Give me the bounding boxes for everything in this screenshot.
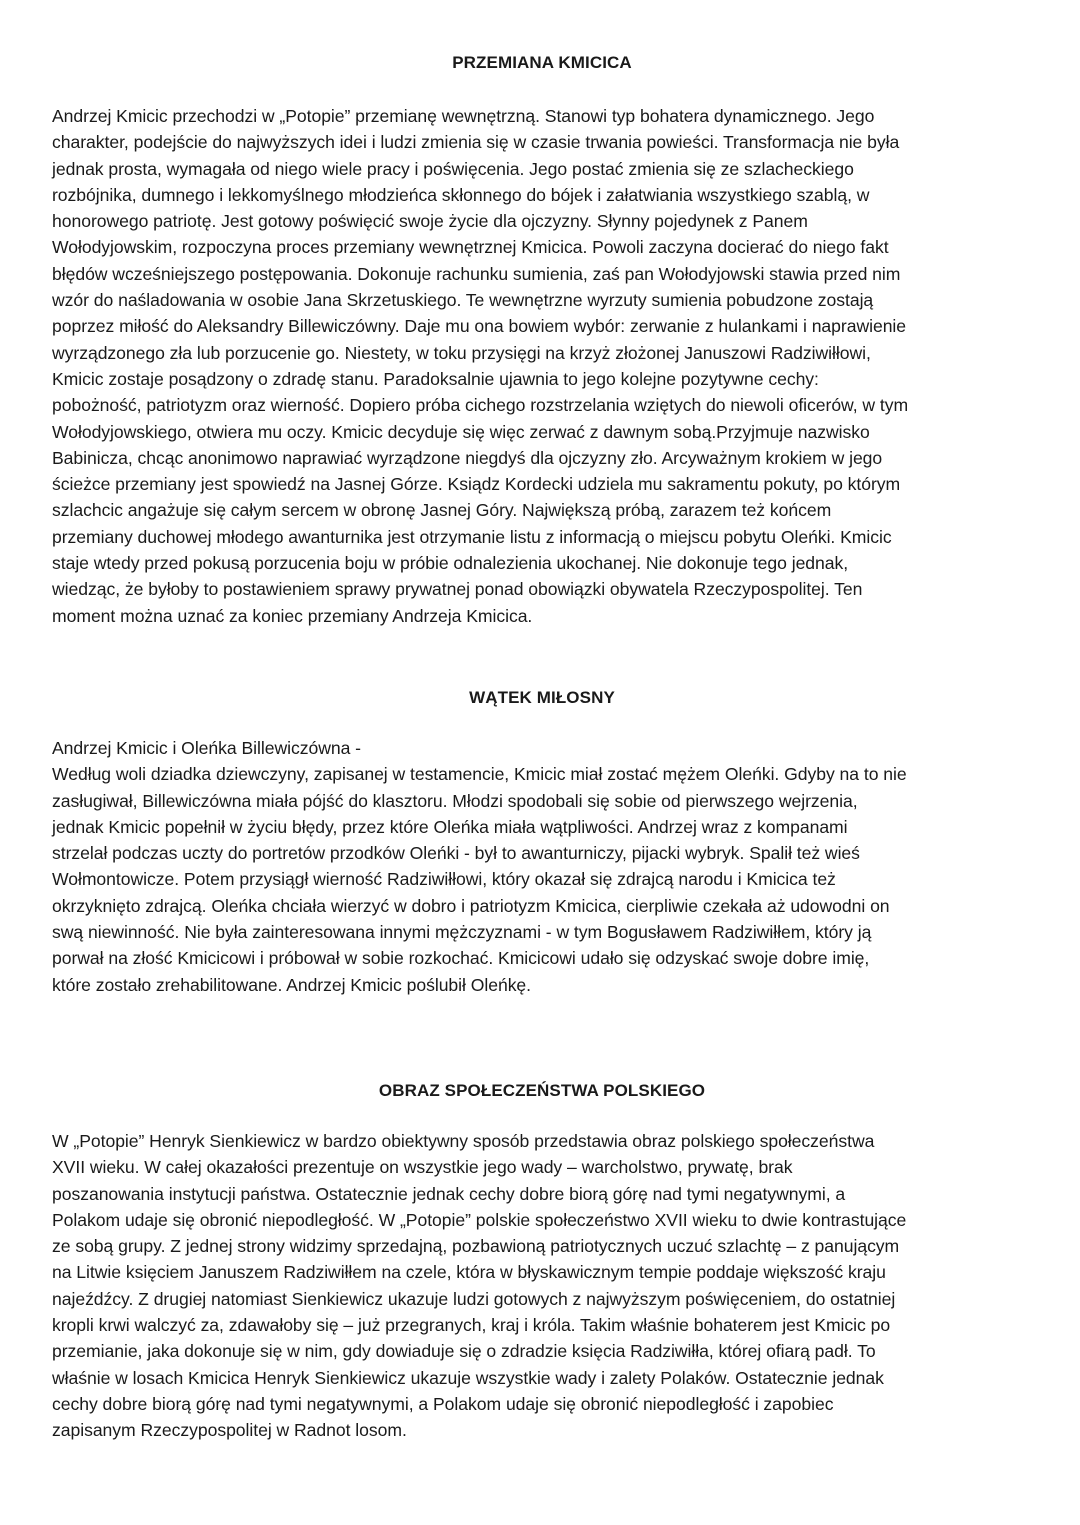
- text-line: Kmicic zostaje posądzony o zdradę stanu. Paradoksalnie ujawnia to jego kolejne pozytywne cechy:: [52, 368, 819, 389]
- text-line: poprzez miłość do Aleksandry Billewiczówny. Daje mu ona bowiem wybór: zerwanie z hulankami i naprawienie: [52, 316, 907, 337]
- text-line: rozbójnika, dumnego i lekkomyślnego młodzieńca skłonnego do bójek i załatwiania wszystkiego szablą, w: [52, 184, 870, 205]
- text-line: strzelał podczas uczty do portretów przodków Oleńki - był to awanturniczy, pijacki wybryk. Spalił też wieś: [52, 843, 860, 864]
- text-line: Wołmontowicze. Potem przysiągł wierność Radziwiłłowi, który okazał się zdrajcą narodu i Kmicica też: [52, 869, 836, 890]
- text-line: błędów wcześniejszego postępowania. Dokonuje rachunku sumienia, zaś pan Wołodyjowski stawia przed nim: [52, 263, 901, 284]
- text-line: swą niewinność. Nie była zainteresowana innymi mężczyznami - w tym Bogusławem Radziwiłłem, który ją: [52, 922, 872, 943]
- text-line: szlachcic angażuje się całym sercem w obronę Jasnej Góry. Największą próbą, zarazem też końcem: [52, 500, 832, 521]
- text-line: najeźdźcy. Z drugiej natomiast Sienkiewicz ukazuje ludzi gotowych z najwyższym poświęceniem, do ostatniej: [52, 1288, 896, 1309]
- text-line: charakter, podejście do najwyższych idei i ludzi zmienia się w czasie trwania powieści. Transformacja nie była: [52, 132, 900, 153]
- text-line: cechy dobre biorą górę nad tymi negatywnymi, a Polakom udaje się obronić niepodległość i zapobiec: [52, 1393, 834, 1414]
- text-line: Wołodyjowskim, rozpoczyna proces przemiany wewnętrznej Kmicica. Powoli zaczyna docierać do niego fakt: [52, 237, 889, 258]
- text-line: porwał na złość Kmicicowi i próbował w sobie rozkochać. Kmicicowi udało się odzyskać swoje dobre imię,: [52, 948, 870, 969]
- text-line: kropli krwi walczyć za, zdawałoby się – już przegranych, kraj i króla. Takim właśnie bohaterem jest Kmicic po: [52, 1314, 891, 1335]
- text-line: honorowego patriotę. Jest gotowy poświęcić swoje życie dla ojczyzny. Słynny pojedynek z Panem: [52, 211, 808, 232]
- text-line: Polakom udaje się obronić niepodległość. W „Potopie” polskie społeczeństwo XVII wieku to dwie kontrastujące: [52, 1209, 907, 1230]
- text-line: poszanowania instytucji państwa. Ostatecznie jednak cechy dobre biorą górę nad tymi negatywnymi, a: [52, 1183, 846, 1204]
- section-paragraph-przemiana: [52, 103, 1032, 629]
- text-line: jednak Kmicic popełnił w życiu błędy, przez które Oleńka miała wątpliwości. Andrzej wraz z kompanami: [52, 816, 848, 837]
- text-line: XVII wieku. W całej okazałości prezentuje on wszystkie jego wady – warcholstwo, prywatę, brak: [52, 1157, 793, 1178]
- text-line: W „Potopie” Henryk Sienkiewicz w bardzo obiektywny sposób przedstawia obraz polskiego społeczeństwa: [52, 1130, 875, 1151]
- text-line: staje wtedy przed pokusą porzucenia boju w próbie odnalezienia ukochanej. Nie dokonuje tego jednak,: [52, 553, 849, 574]
- text-line: Według woli dziadka dziewczyny, zapisanej w testamencie, Kmicic miał zostać mężem Oleńki. Gdyby na to nie: [52, 764, 907, 785]
- section-title-przemiana: PRZEMIANA KMICICA: [452, 53, 632, 72]
- text-line: wyrządzonego zła lub porzucenie go. Niestety, w toku przysięgi na krzyż złożonej Januszowi Radziwiłłowi,: [52, 342, 871, 363]
- section-title-watek-milosny: WĄTEK MIŁOSNY: [469, 687, 615, 707]
- text-line: ścieżce przemiany jest spowiedź na Jasnej Górze. Ksiądz Kordecki udziela mu sakramentu pokuty, po którym: [52, 474, 901, 495]
- text-line: wzór do naśladowania w osobie Jana Skrzetuskiego. Te wewnętrzne wyrzuty sumienia pobudzone zostają: [52, 290, 874, 311]
- section-paragraph-watek-milosny: [52, 735, 1032, 998]
- document-page: [52, 50, 1032, 1443]
- text-line: Andrzej Kmicic i Oleńka Billewiczówna -: [52, 737, 361, 758]
- text-line: ze sobą grupy. Z jednej strony widzimy sprzedajną, pozbawioną patriotycznych uczuć szlachtę – z panującym: [52, 1236, 900, 1257]
- text-line: Andrzej Kmicic przechodzi w „Potopie” przemianę wewnętrzną. Stanowi typ bohatera dynamicznego. Jego: [52, 106, 875, 126]
- section-paragraph-obraz-spoleczenstwa: [52, 1128, 1032, 1444]
- text-line: przemiany duchowej młodego awanturnika jest otrzymanie listu z informacją o miejscu pobytu Oleńki. Kmicic: [52, 526, 892, 547]
- text-line: zapisanym Rzeczypospolitej w Radnot losom.: [52, 1420, 407, 1441]
- text-line: okrzyknięto zdrajcą. Oleńka chciała wierzyć w dobro i patriotyzm Kmicica, cierpliwie czekała aż udowodni on: [52, 895, 890, 916]
- text-line: moment można uznać za koniec przemiany Andrzeja Kmicica.: [52, 605, 533, 626]
- text-line: jednak prosta, wymagała od niego wiele pracy i poświęcenia. Jego postać zmienia się ze szlacheckiego: [52, 158, 854, 179]
- text-line: zasługiwał, Billewiczówna miała pójść do klasztoru. Młodzi spodobali się sobie od pierwszego wejrzenia,: [52, 790, 858, 811]
- section-title-obraz-spoleczenstwa: OBRAZ SPOŁECZEŃSTWA POLSKIEGO: [378, 1080, 706, 1100]
- text-line: przemianie, jaka dokonuje się w nim, gdy dowiaduje się o zdradzie księcia Radziwiłła, której ofiarą padł. To: [52, 1341, 876, 1362]
- text-line: które zostało zrehabilitowane. Andrzej Kmicic poślubił Oleńkę.: [52, 974, 532, 995]
- text-line: na Litwie księciem Januszem Radziwiłłem na czele, która w błyskawicznym tempie poddaje większość kraju: [52, 1262, 886, 1283]
- text-line: Wołodyjowskiego, otwiera mu oczy. Kmicic decyduje się więc zerwać z dawnym sobą.Przyjmuje nazwisko: [52, 421, 870, 442]
- text-line: wiedząc, że byłoby to postawieniem sprawy prywatnej ponad obowiązki obywatela Rzeczypospolitej. Ten: [52, 579, 863, 600]
- text-line: pobożność, patriotyzm oraz wierność. Dopiero próba cichego rozstrzelania wziętych do niewoli oficerów, w tym: [52, 395, 909, 416]
- text-line: Babinicza, chcąc anonimowo naprawiać wyrządzone niegdyś dla ojczyzny zło. Arcyważnym krokiem w jego: [52, 447, 883, 468]
- text-line: właśnie w losach Kmicica Henryk Sienkiewicz ukazuje wszystkie wady i zalety Polaków. Ostatecznie jednak: [52, 1367, 884, 1388]
